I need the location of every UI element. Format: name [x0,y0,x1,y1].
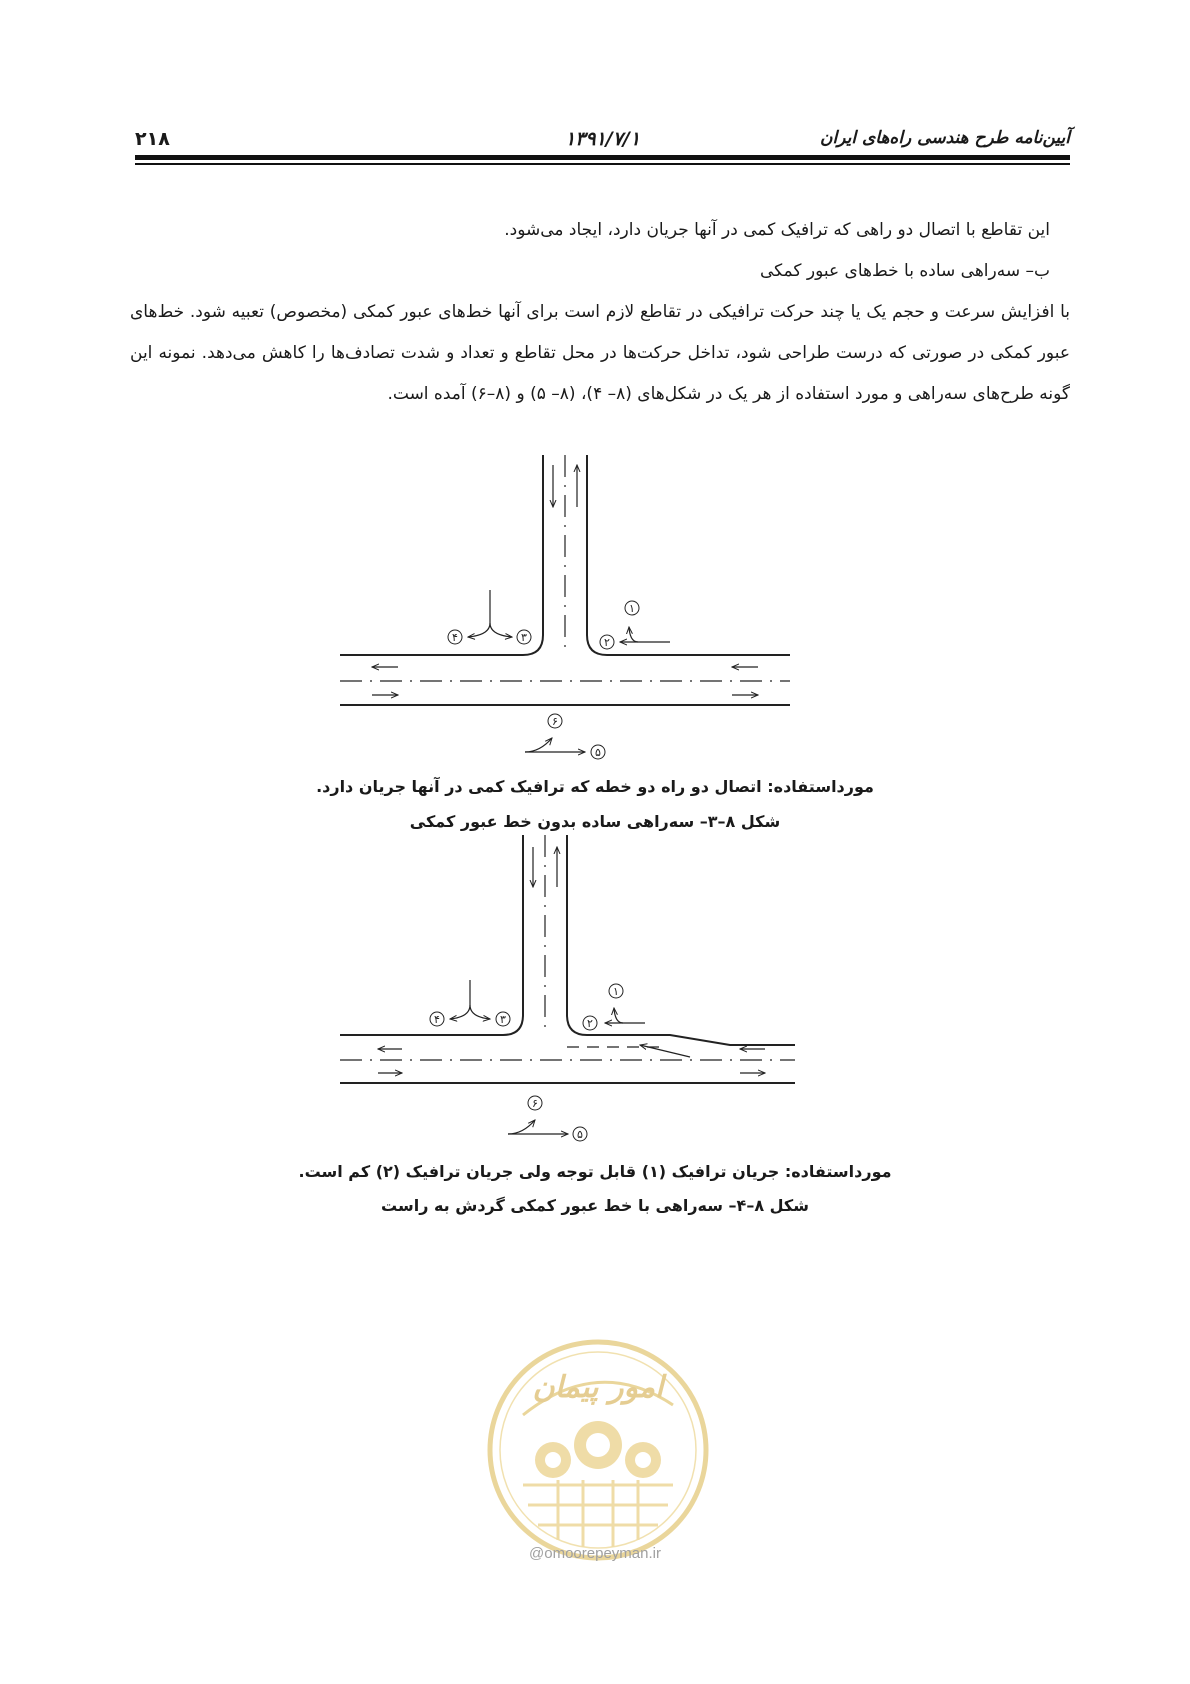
movement-1-label [625,601,639,615]
minor-road-right-edge [587,455,790,655]
svg-text:۴: ۴ [452,631,458,644]
movement-6-label [548,714,562,728]
svg-text:۴: ۴ [434,1013,440,1026]
figure-8-3-diagram [340,455,810,815]
figure-8-4-caption: شکل ۸–۴– سه‌راهی با خط عبور کمکی گردش به راست [381,1196,809,1215]
watermark-website: @omoorepeyman.ir [529,1545,661,1562]
header-rule-thin [135,163,1070,165]
svg-text:۳: ۳ [500,1013,506,1026]
figure-8-4-usage: مورداستفاده: جریان ترافیک (۱) قابل توجه ولی جریان ترافیک (۲) کم است. [298,1162,892,1181]
svg-text:۱: ۱ [629,602,635,615]
figure-8-4-diagram [340,835,810,1155]
movement-3-label [496,1012,510,1026]
page-header [135,128,1070,168]
movement-6-label [528,1096,542,1110]
svg-text:امور پیمان: امور پیمان [532,1370,664,1405]
svg-text:۳: ۳ [521,631,527,644]
grid-pattern [523,1480,673,1547]
movement-1-label [609,984,623,998]
movement-4-label [448,630,462,644]
page-number: ۲۱۸ [135,128,170,150]
movement-3-label [517,630,531,644]
header-title: آیین‌نامه طرح هندسی راه‌های ایران [820,128,1070,148]
movement-5-label [573,1127,587,1141]
paragraph-1: این تقاطع با اتصال دو راهی که ترافیک کمی در آنها جریان دارد، ایجاد می‌شود. [504,220,1050,240]
figure-8-3-caption: شکل ۸–۳– سه‌راهی ساده بدون خط عبور کمکی [409,812,781,831]
svg-text:۲: ۲ [587,1017,593,1030]
svg-text:۶: ۶ [532,1097,538,1110]
svg-text:۶: ۶ [552,715,558,728]
svg-text:۵: ۵ [577,1128,583,1141]
minor-road-left-edge [340,835,523,1035]
paragraph-3: با افزایش سرعت و حجم یک یا چند حرکت ترافیکی در تقاطع لازم است برای آنها خط‌های عبور کمکی (مخصوص) تعبیه شود. خط‌های عبور کمکی در صورتی که درست طراحی شود، تداخل حرکت‌ها در محل تقاطع و تعداد و شدت تصادف‌ها را کاهش می‌دهد. نمونه این گونه طرح‌های سه‌راهی و مورد استفاده از هر یک در شکل‌های (۸– ۴)، (۸– ۵) و (۸–۶) آمده است. [130,302,1070,404]
watermark-logo [483,1335,713,1565]
movement-2-label [583,1016,597,1030]
figure-8-3-usage: مورداستفاده: اتصال دو راه دو خطه که ترافیک کمی در آنها جریان دارد. [316,777,874,796]
movement-2-label [600,635,614,649]
svg-text:۲: ۲ [604,636,610,649]
header-date: ۱۳۹۱/۷/۱ [564,128,641,150]
svg-text:۱: ۱ [613,985,619,998]
movement-4-label [430,1012,444,1026]
paragraph-2-heading: ب– سه‌راهی ساده با خط‌های عبور کمکی [759,261,1050,281]
header-rule-thick [135,155,1070,160]
minor-road-left-edge [340,455,543,655]
svg-text:۵: ۵ [595,746,601,759]
minor-road-right-edge [567,835,795,1045]
movement-5-label [591,745,605,759]
